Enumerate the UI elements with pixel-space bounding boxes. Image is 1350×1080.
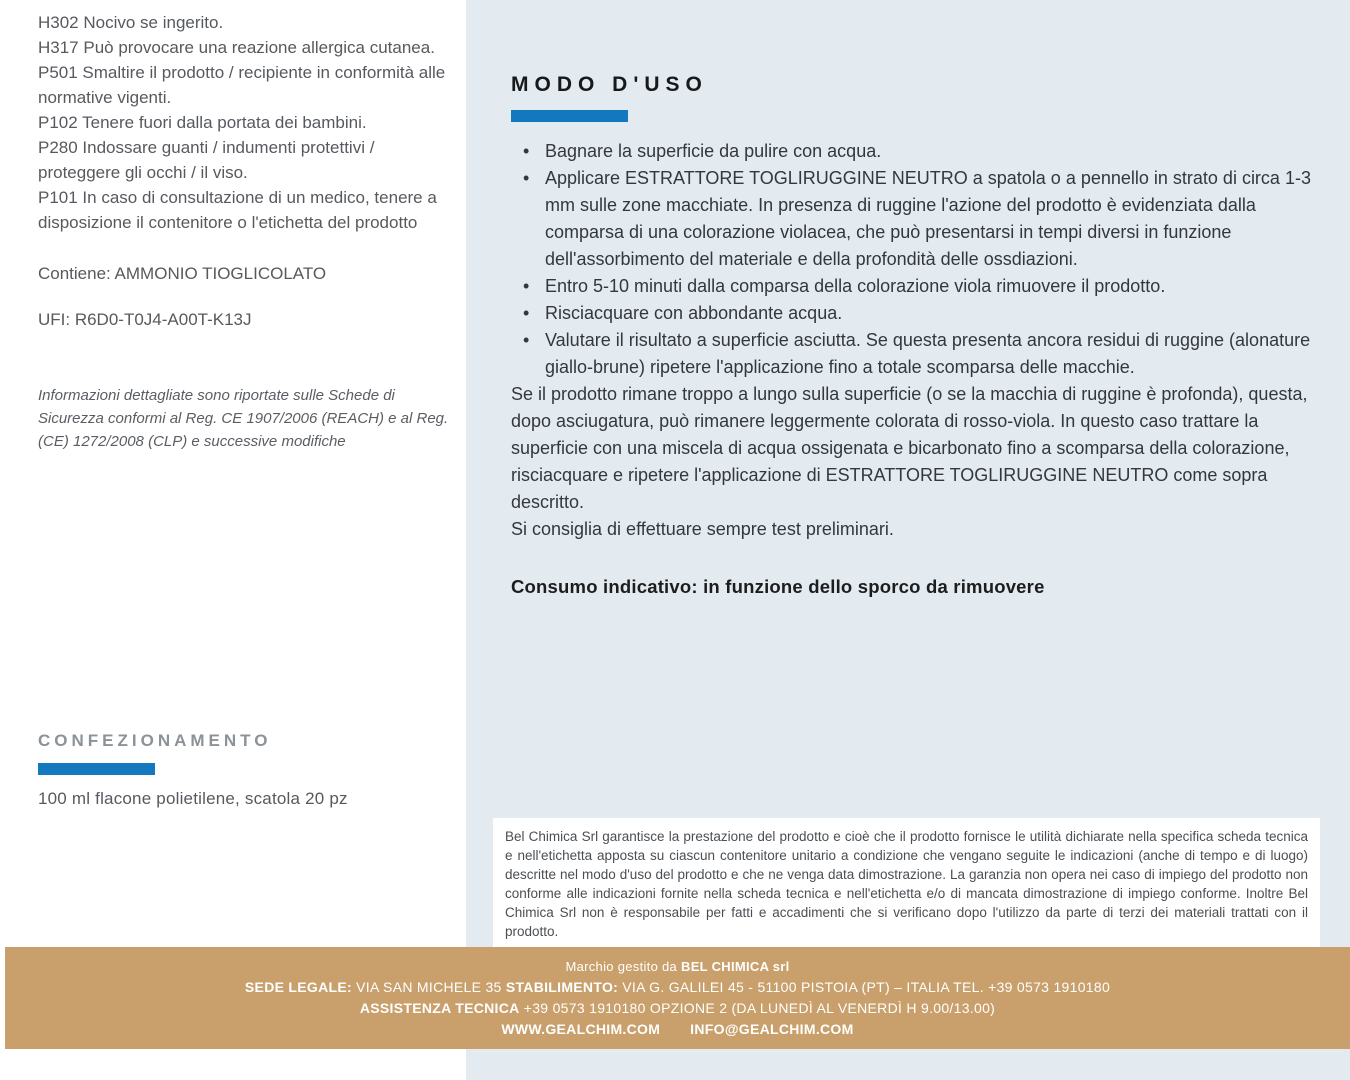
packaging-accent-bar — [38, 763, 155, 775]
footer-assistance-line — [360, 999, 995, 1018]
footer-brand-name: BEL CHIMICA srl — [681, 959, 790, 974]
regulatory-note: Informazioni dettagliate sono riportate sulle Schede di Sicurezza conformi al Reg. CE 1907/2006 (REACH) e al Reg. (CE) 1272/2008 (CLP) e successive modifiche — [38, 387, 449, 450]
consumption-line: Consumo indicativo: in funzione dello sporco da rimuovere — [511, 576, 1045, 597]
usage-paragraph: Se il prodotto rimane troppo a lungo sulla superficie (o se la macchia di ruggine è profonda), questa, dopo asciugatura, può rimanere leggermente colorata di rosso-viola. In questo caso trattare la superficie con una miscela di acqua ossigenata e bicarbonato fino a scomparsa della colorazione, risciacquare e ripetere l'applicazione di ESTRATTORE TOGLIRUGGINE NEUTRO come sopra descritto. — [511, 384, 1308, 512]
footer-stabilimento-text: VIA G. GALILEI 45 - 51100 PISTOIA (PT) – ITALIA TEL. +39 0573 1910180 — [618, 979, 1111, 995]
hazard-statement: P501 Smaltire il prodotto / recipiente in conformità alle normative vigenti. — [38, 63, 446, 107]
footer-sede-legale-text: VIA SAN MICHELE 35 — [351, 979, 506, 995]
hazard-statement: P280 Indossare guanti / indumenti protettivi / proteggere gli occhi / il viso. — [38, 138, 375, 182]
usage-accent-bar — [511, 110, 628, 122]
footer-email: INFO@GEALCHIM.COM — [690, 1021, 854, 1037]
usage-bullets — [511, 138, 1311, 381]
hazard-statement: H317 Può provocare una reazione allergica cutanea. — [38, 38, 435, 57]
footer-brand-line — [565, 957, 789, 976]
footer-sede-legale-label: SEDE LEGALE: — [244, 979, 352, 995]
usage-bullet-item: • Bagnare la superficie da pulire con acqua. — [545, 138, 1311, 165]
usage-advice: Si consiglia di effettuare sempre test preliminari. — [511, 519, 894, 539]
hazard-statement: P102 Tenere fuori dalla portata dei bambini. — [38, 113, 367, 132]
hazard-statements — [38, 10, 452, 235]
hazard-statement: H302 Nocivo se ingerito. — [38, 13, 224, 32]
packaging-section — [38, 731, 452, 811]
usage-bullet-item: • Risciacquare con abbondante acqua. — [545, 300, 1311, 327]
usage-bullet-item: • Entro 5-10 minuti dalla comparsa della colorazione viola rimuovere il prodotto. — [545, 273, 1311, 300]
left-column — [38, 10, 452, 453]
contains-line: Contiene: AMMONIO TIOGLICOLATO — [38, 264, 327, 283]
usage-bullet-item: • Valutare il risultato a superficie asciutta. Se questa presenta ancora residui di ruggine (alonature giallo-brune) ripetere l'applicazione fino a totale scomparsa delle macchie. — [545, 327, 1311, 381]
footer-stabilimento-label: STABILIMENTO: — [505, 979, 619, 995]
footer-assistance-text: +39 0573 1910180 OPZIONE 2 (DA LUNEDÌ AL VENERDÌ H 9.00/13.00) — [519, 1000, 996, 1016]
usage-bullet-item: • Applicare ESTRATTORE TOGLIRUGGINE NEUTRO a spatola o a pennello in strato di circa 1-3 mm sulle zone macchiate. In presenza di ruggine l'azione del prodotto è evidenziata dalla comparsa di una colorazione violacea, che può presentarsi in tempi diversi in funzione dell'assorbimento del materiale e della profondità delle ossdiazioni. — [545, 165, 1311, 273]
hazard-statement: P101 In caso di consultazione di un medico, tenere a disposizione il contenitore o l'etichetta del prodotto — [38, 188, 437, 232]
footer-website: WWW.GEALCHIM.COM — [501, 1021, 661, 1037]
usage-heading: MODO D'USO — [511, 73, 708, 96]
footer-contacts-line — [501, 1020, 853, 1039]
footer-bar — [5, 947, 1350, 1049]
warranty-box: Bel Chimica Srl garantisce la prestazione del prodotto e cioè che il prodotto fornisce le utilità dichiarate nella specifica scheda tecnica e nell'etichetta apposta su ciascun contenitore unitario a condizione che vengano seguite le indicazioni (anche di tempo e di luogo) descritte nel modo d'uso del prodotto e che ne venga data dimostrazione. La garanzia non opera nei caso di impiego del prodotto non conforme alle indicazioni fornite nella scheda tecnica e nell'etichetta e/o di mancata dimostrazione di impiego conforme. Inoltre Bel Chimica Srl non è responsabile per fatti e accadimenti che si verificano dopo l'utilizzo da parte di terzi dei materiali trattati con il prodotto. — [493, 818, 1320, 951]
footer-assistance-label: ASSISTENZA TECNICA — [359, 1000, 520, 1016]
ufi-line: UFI: R6D0-T0J4-A00T-K13J — [38, 310, 252, 329]
footer-address-line — [245, 978, 1110, 997]
packaging-text: 100 ml flacone polietilene, scatola 20 pz — [38, 789, 348, 808]
usage-section — [511, 72, 1311, 600]
packaging-heading: CONFEZIONAMENTO — [38, 731, 272, 750]
footer-brand-prefix: Marchio gestito da — [565, 959, 682, 974]
